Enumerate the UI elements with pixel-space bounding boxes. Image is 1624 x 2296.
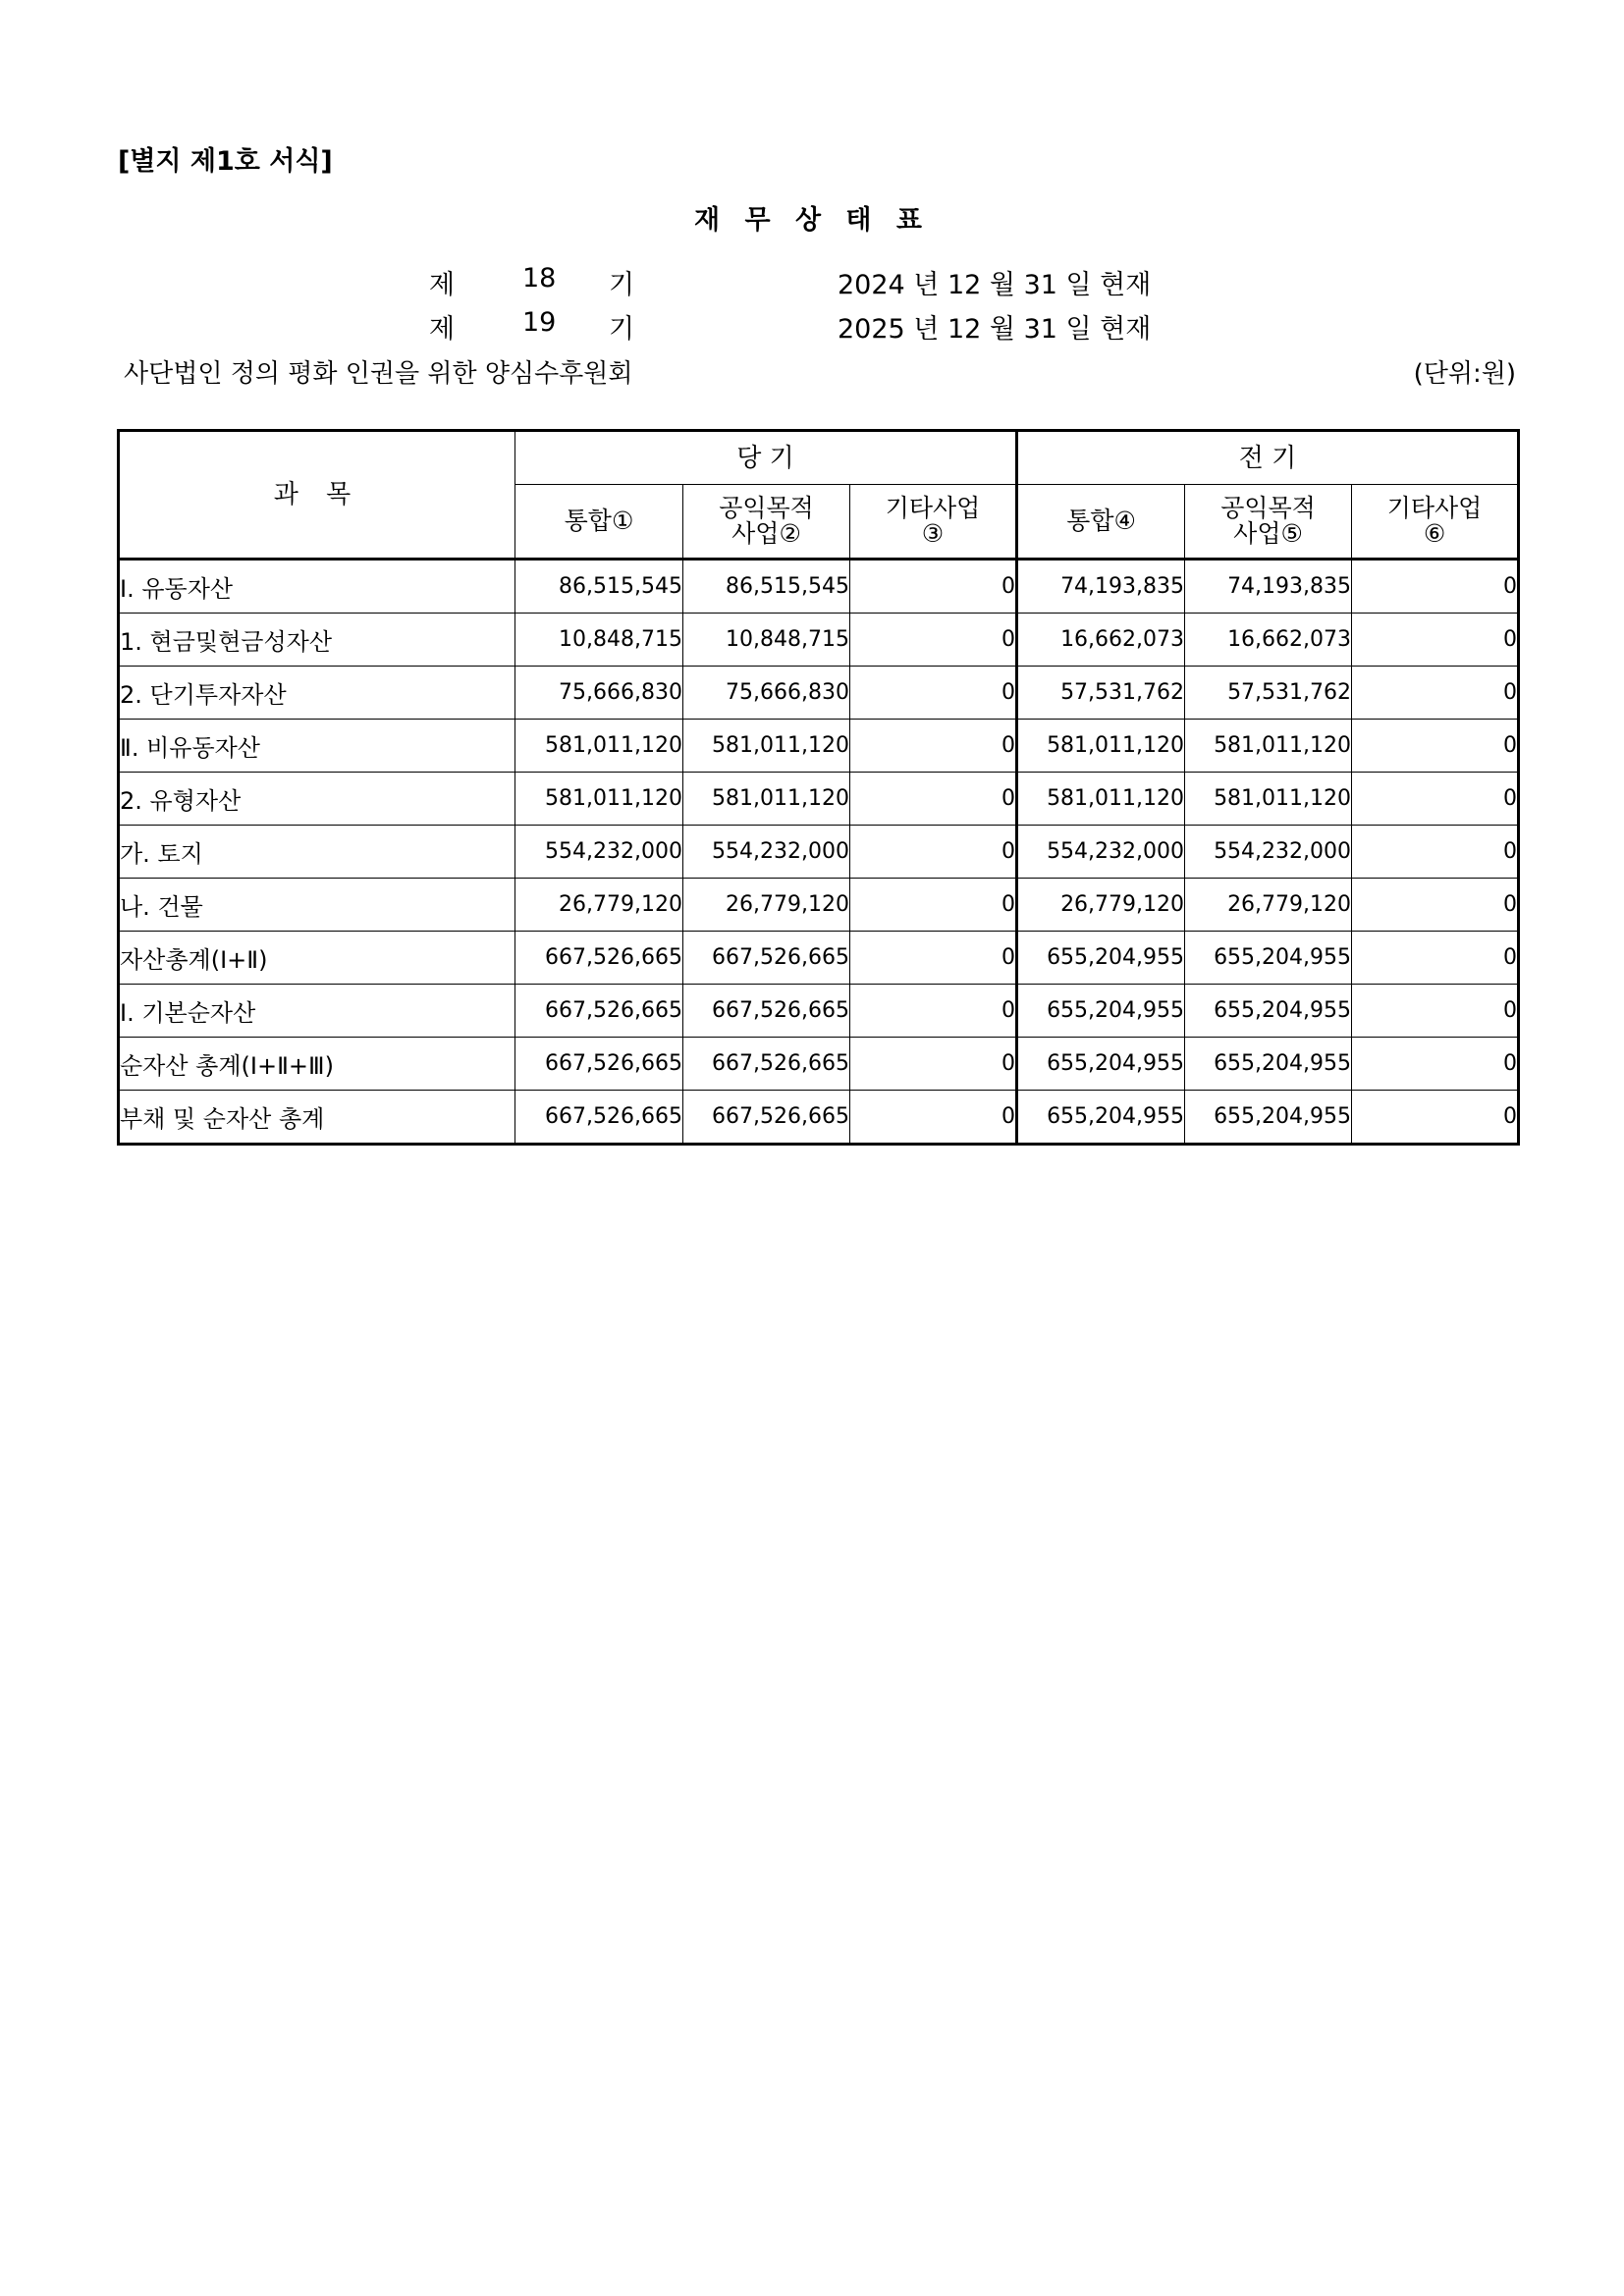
cell-value: 655,204,955 xyxy=(1185,1038,1352,1091)
cell-value: 0 xyxy=(1352,667,1519,720)
cell-value: 655,204,955 xyxy=(1017,1038,1185,1091)
cell-value: 75,666,830 xyxy=(515,667,683,720)
row-label: Ⅱ. 비유동자산 xyxy=(119,720,515,773)
table-row xyxy=(119,932,1519,985)
table-row xyxy=(119,1038,1519,1091)
cell-value: 26,779,120 xyxy=(1017,879,1185,932)
table-row xyxy=(119,1091,1519,1145)
cell-value: 0 xyxy=(1352,932,1519,985)
cell-value: 667,526,665 xyxy=(683,1038,850,1091)
period-date: 2024 년 12 월 31 일 현재 xyxy=(838,270,1152,300)
cell-value: 0 xyxy=(850,879,1017,932)
cell-value: 0 xyxy=(1352,614,1519,667)
cell-value: 667,526,665 xyxy=(515,985,683,1038)
cell-value: 581,011,120 xyxy=(1017,773,1185,826)
cell-value: 581,011,120 xyxy=(683,720,850,773)
table-row xyxy=(119,560,1519,614)
cell-value: 0 xyxy=(1352,985,1519,1038)
table-row xyxy=(119,826,1519,879)
cell-value: 26,779,120 xyxy=(1185,879,1352,932)
table-row xyxy=(119,614,1519,667)
table-row xyxy=(119,985,1519,1038)
cell-value: 0 xyxy=(850,720,1017,773)
cell-value: 667,526,665 xyxy=(683,985,850,1038)
row-label: Ⅰ. 유동자산 xyxy=(119,560,515,614)
cell-value: 0 xyxy=(1352,826,1519,879)
row-label: 2. 단기투자자산 xyxy=(119,667,515,720)
table-row xyxy=(119,773,1519,826)
cell-value: 0 xyxy=(1352,720,1519,773)
cell-value: 26,779,120 xyxy=(683,879,850,932)
cell-value: 581,011,120 xyxy=(515,773,683,826)
col-header-other-current: 기타사업 ③ xyxy=(850,485,1017,560)
document-title: 재 무 상 태 표 xyxy=(693,205,930,236)
period-gi: 기 xyxy=(609,270,635,300)
cell-value: 554,232,000 xyxy=(1017,826,1185,879)
cell-value: 655,204,955 xyxy=(1017,932,1185,985)
cell-value: 0 xyxy=(1352,1038,1519,1091)
cell-value: 10,848,715 xyxy=(683,614,850,667)
row-label: 2. 유형자산 xyxy=(119,773,515,826)
cell-value: 667,526,665 xyxy=(515,1038,683,1091)
table-row xyxy=(119,879,1519,932)
col-header-public-previous: 공익목적 사업⑤ xyxy=(1185,485,1352,560)
period-je: 제 xyxy=(429,314,456,345)
cell-value: 0 xyxy=(850,614,1017,667)
cell-value: 667,526,665 xyxy=(683,1091,850,1145)
cell-value: 86,515,545 xyxy=(515,560,683,614)
cell-value: 0 xyxy=(850,1038,1017,1091)
row-label: 나. 건물 xyxy=(119,879,515,932)
cell-value: 75,666,830 xyxy=(683,667,850,720)
cell-value: 57,531,762 xyxy=(1017,667,1185,720)
col-header-total-previous: 통합④ xyxy=(1017,485,1185,560)
row-label: 부채 및 순자산 총계 xyxy=(119,1091,515,1145)
table-row xyxy=(119,667,1519,720)
row-label: 가. 토지 xyxy=(119,826,515,879)
cell-value: 581,011,120 xyxy=(1185,773,1352,826)
cell-value: 0 xyxy=(1352,773,1519,826)
cell-value: 0 xyxy=(850,932,1017,985)
cell-value: 0 xyxy=(850,773,1017,826)
col-header-total-current: 통합① xyxy=(515,485,683,560)
period-je: 제 xyxy=(429,270,456,300)
cell-value: 26,779,120 xyxy=(515,879,683,932)
cell-value: 655,204,955 xyxy=(1185,1091,1352,1145)
cell-value: 581,011,120 xyxy=(683,773,850,826)
cell-value: 10,848,715 xyxy=(515,614,683,667)
cell-value: 581,011,120 xyxy=(1017,720,1185,773)
cell-value: 655,204,955 xyxy=(1017,985,1185,1038)
period-date: 2025 년 12 월 31 일 현재 xyxy=(838,314,1152,345)
cell-value: 74,193,835 xyxy=(1185,560,1352,614)
cell-value: 0 xyxy=(850,826,1017,879)
cell-value: 16,662,073 xyxy=(1185,614,1352,667)
cell-value: 74,193,835 xyxy=(1017,560,1185,614)
previous-period-header: 전 기 xyxy=(1017,431,1519,485)
cell-value: 0 xyxy=(850,1091,1017,1145)
cell-value: 554,232,000 xyxy=(515,826,683,879)
cell-value: 57,531,762 xyxy=(1185,667,1352,720)
cell-value: 86,515,545 xyxy=(683,560,850,614)
period-gi: 기 xyxy=(609,314,635,345)
row-label: 자산총계(Ⅰ+Ⅱ) xyxy=(119,932,515,985)
cell-value: 0 xyxy=(1352,560,1519,614)
table-row xyxy=(119,720,1519,773)
cell-value: 0 xyxy=(850,667,1017,720)
cell-value: 0 xyxy=(850,985,1017,1038)
cell-value: 0 xyxy=(1352,1091,1519,1145)
cell-value: 655,204,955 xyxy=(1017,1091,1185,1145)
cell-value: 655,204,955 xyxy=(1185,985,1352,1038)
cell-value: 0 xyxy=(850,560,1017,614)
organization-name: 사단법인 정의 평화 인권을 위한 양심수후원회 xyxy=(124,359,633,389)
period-number: 18 xyxy=(522,263,557,294)
col-header-public-current: 공익목적 사업② xyxy=(683,485,850,560)
cell-value: 655,204,955 xyxy=(1185,932,1352,985)
cell-value: 554,232,000 xyxy=(1185,826,1352,879)
subject-header: 과 목 xyxy=(119,431,515,560)
form-number-tag: [별지 제1호 서식] xyxy=(118,146,333,177)
col-header-other-previous: 기타사업 ⑥ xyxy=(1352,485,1519,560)
unit-label: (단위:원) xyxy=(1413,359,1516,389)
cell-value: 16,662,073 xyxy=(1017,614,1185,667)
cell-value: 667,526,665 xyxy=(683,932,850,985)
cell-value: 0 xyxy=(1352,879,1519,932)
cell-value: 667,526,665 xyxy=(515,932,683,985)
row-label: Ⅰ. 기본순자산 xyxy=(119,985,515,1038)
cell-value: 581,011,120 xyxy=(1185,720,1352,773)
financial-position-table xyxy=(117,429,1520,1146)
row-label: 1. 현금및현금성자산 xyxy=(119,614,515,667)
current-period-header: 당 기 xyxy=(515,431,1017,485)
period-number: 19 xyxy=(522,307,557,338)
cell-value: 667,526,665 xyxy=(515,1091,683,1145)
cell-value: 554,232,000 xyxy=(683,826,850,879)
row-label: 순자산 총계(Ⅰ+Ⅱ+Ⅲ) xyxy=(119,1038,515,1091)
cell-value: 581,011,120 xyxy=(515,720,683,773)
